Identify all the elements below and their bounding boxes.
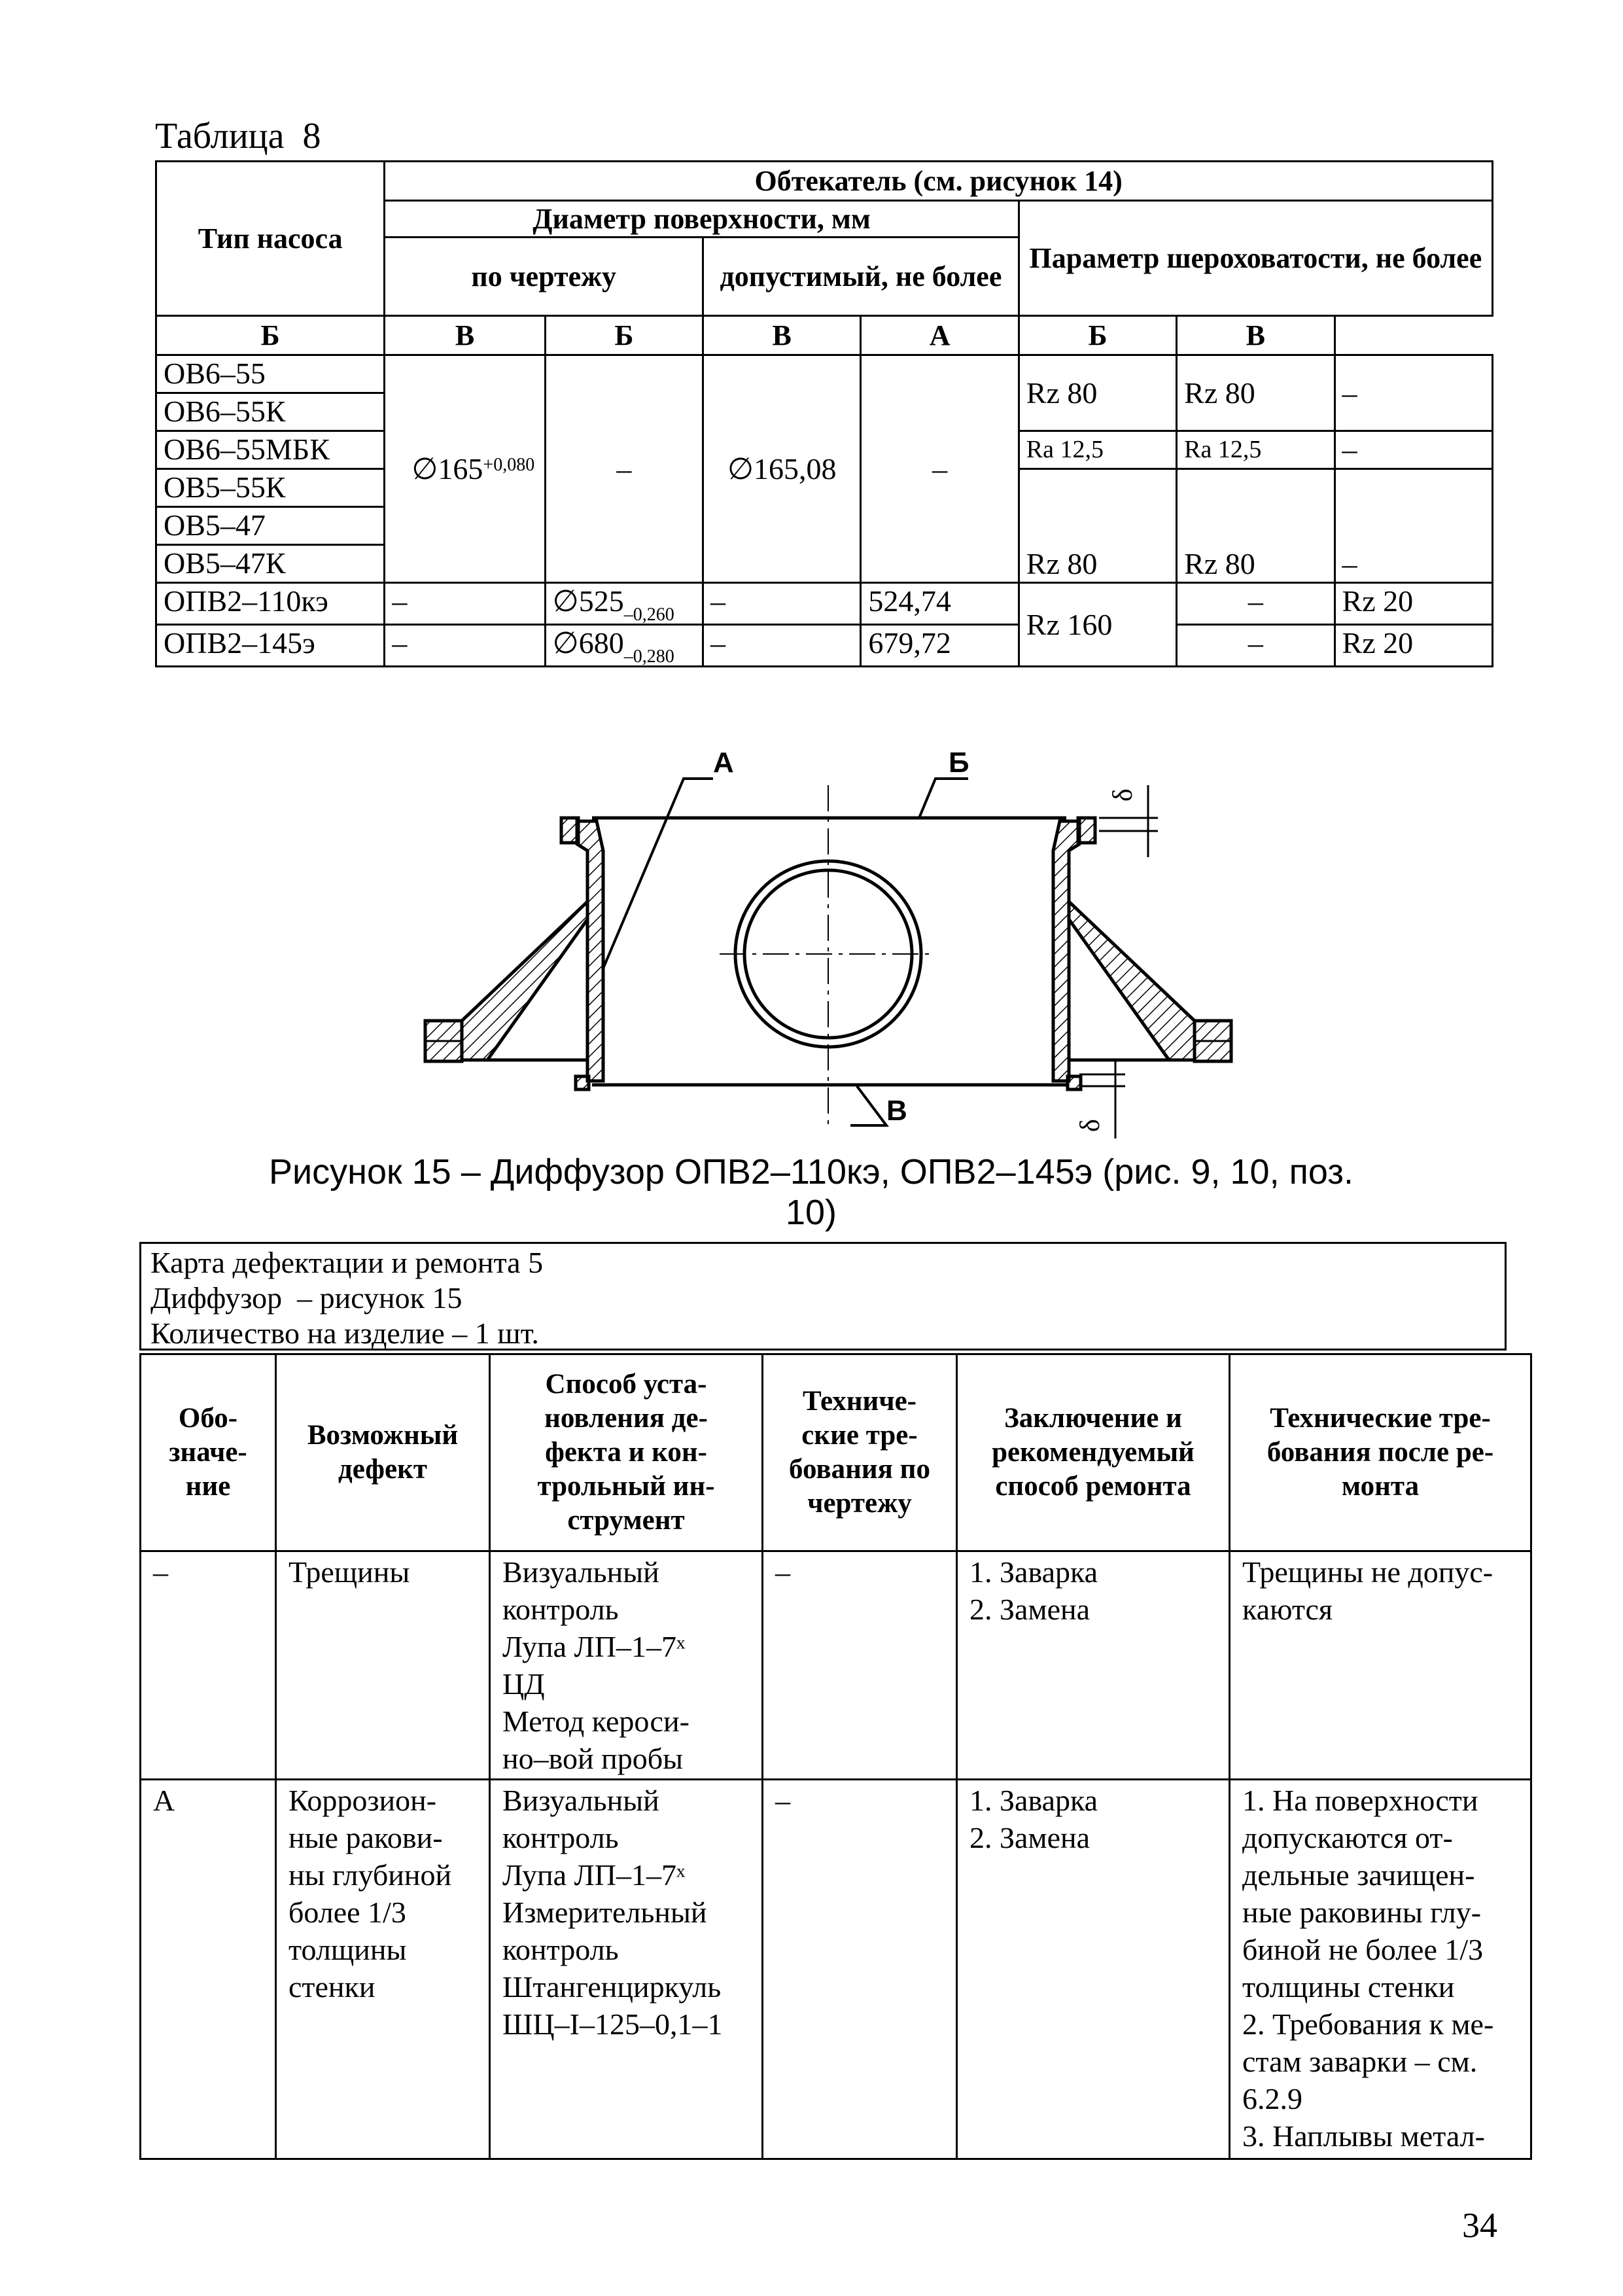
left-wall — [577, 821, 603, 1081]
cell-method: Визуальный контроль Лупа ЛП–1–7ˣ Измерительный контроль Штангенциркуль ШЦ–I–125–0,1–1 — [490, 1780, 763, 2159]
pump-type-cell: ОВ6–55МБК — [156, 431, 385, 469]
cell-mark: А — [141, 1780, 276, 2159]
roughness-v: Rz 20 — [1335, 583, 1492, 625]
cell-requirements: – — [763, 1780, 957, 2159]
diameter-allowed-b: – — [703, 625, 861, 667]
diameter-drawing-v — [545, 625, 703, 667]
diameter-drawing-v — [545, 583, 703, 625]
label-a: А — [713, 747, 734, 779]
roughness-v: Rz 20 — [1335, 625, 1492, 667]
roughness-a: Rz 80 — [1019, 355, 1176, 431]
cell-conclusion: 1. Заварка 2. Замена — [957, 1780, 1230, 2159]
cell-requirements: – — [763, 1551, 957, 1780]
pump-type-cell: ОПВ2–145э — [156, 625, 385, 667]
cell-after-repair: 1. На поверхности допускаются от- дельные зачищен- ные раковины глу- биной не более 1/3 толщины стенки 2. Требования к ме- стам заварки – см. 6.2.9 3. Наплывы метал- — [1230, 1780, 1531, 2159]
diameter-value: ∅525 — [552, 584, 624, 618]
diameter-drawing-b: – — [385, 625, 545, 667]
col-header-mark: Обо- значе- ние — [141, 1354, 276, 1551]
tolerance: –0,280 — [623, 646, 674, 667]
label-b: Б — [949, 747, 969, 779]
pump-type-cell: ОВ5–47К — [156, 545, 385, 583]
table-row — [141, 1780, 1531, 2159]
diameter-drawing-b: – — [385, 583, 545, 625]
cell-defect: Трещины — [276, 1551, 490, 1780]
header-fairing: Обтекатель (см. рисунок 14) — [385, 162, 1493, 201]
label-v: В — [886, 1095, 907, 1127]
card-title: Карта дефектации и ремонта 5 — [150, 1246, 544, 1279]
card-quantity: Количество на изделие – 1 шт. — [150, 1316, 539, 1350]
table-caption: Таблица 8 — [155, 116, 321, 156]
diameter-drawing-v: – — [545, 355, 703, 583]
header-allowed: допустимый, не более — [703, 238, 1019, 316]
diameter-allowed-b: ∅165,08 — [703, 355, 861, 583]
col-header-conclusion: Заключение и рекомендуемый способ ремонта — [957, 1354, 1230, 1551]
tolerance: –0,260 — [623, 605, 674, 625]
col-header-after-repair: Технические тре- бования после ре- монта — [1230, 1354, 1531, 1551]
roughness-v: – — [1335, 355, 1492, 431]
figure-caption: Рисунок 15 – Диффузор ОПВ2–110кэ, ОПВ2–145э (рис. 9, 10, поз. 10) — [268, 1152, 1354, 1232]
sub-header: В — [703, 316, 861, 355]
sub-header: Б — [1019, 316, 1176, 355]
pump-type-cell: ОВ6–55К — [156, 393, 385, 431]
roughness-a: Rz 160 — [1019, 583, 1176, 667]
table-8 — [155, 160, 1493, 667]
roughness-v: – — [1335, 469, 1492, 583]
roughness-b: – — [1177, 625, 1335, 667]
roughness-v: – — [1335, 431, 1492, 469]
defect-table — [139, 1353, 1532, 2160]
header-diameter: Диаметр поверхности, мм — [385, 201, 1019, 238]
pump-type-cell: ОВ6–55 — [156, 355, 385, 393]
page-number: 34 — [1462, 2206, 1497, 2245]
sub-header: В — [1177, 316, 1335, 355]
cell-defect: Коррозион- ные ракови- ны глубиной более 1/3 толщины стенки — [276, 1780, 490, 2159]
header-by-drawing: по чертежу — [385, 238, 703, 316]
roughness-b: – — [1177, 583, 1335, 625]
sub-header: Б — [545, 316, 703, 355]
tolerance: +0,080 — [483, 454, 535, 475]
delta-top: δ — [1108, 788, 1138, 802]
pump-type-cell: ОПВ2–110кэ — [156, 583, 385, 625]
col-header-requirements: Техниче- ские тре- бования по чертежу — [763, 1354, 957, 1551]
repair-card-header — [139, 1242, 1507, 1351]
diameter-value: ∅165 — [411, 451, 483, 486]
diameter-allowed-b: – — [703, 583, 861, 625]
roughness-b: Rz 80 — [1177, 469, 1335, 583]
diameter-allowed-v: 679,72 — [861, 625, 1019, 667]
diameter-drawing-b — [385, 355, 545, 583]
diameter-allowed-v: 524,74 — [861, 583, 1019, 625]
diameter-allowed-v: – — [861, 355, 1019, 583]
pump-type-cell: ОВ5–47 — [156, 507, 385, 545]
cell-after-repair: Трещины не допус- каются — [1230, 1551, 1531, 1780]
sub-header: Б — [156, 316, 385, 355]
roughness-a: Rz 80 — [1019, 469, 1176, 583]
roughness-a: Ra 12,5 — [1019, 431, 1176, 469]
right-wall — [1053, 821, 1079, 1081]
cell-mark: – — [141, 1551, 276, 1780]
cell-method: Визуальный контроль Лупа ЛП–1–7ˣ ЦД Метод кероси- но–вой пробы — [490, 1551, 763, 1780]
delta-bottom: δ — [1075, 1119, 1106, 1132]
diffuser-drawing — [393, 733, 1243, 1152]
roughness-b: Ra 12,5 — [1177, 431, 1335, 469]
sub-header: А — [861, 316, 1019, 355]
card-part: Диффузор – рисунок 15 — [150, 1281, 462, 1315]
cell-conclusion: 1. Заварка 2. Замена — [957, 1551, 1230, 1780]
header-pump-type: Тип насоса — [156, 162, 385, 316]
diameter-value: ∅680 — [552, 626, 624, 660]
col-header-defect: Возможный дефект — [276, 1354, 490, 1551]
header-roughness: Параметр шероховатости, не более — [1019, 201, 1492, 316]
sub-header: В — [385, 316, 545, 355]
table-row — [141, 1551, 1531, 1780]
pump-type-cell: ОВ5–55К — [156, 469, 385, 507]
roughness-b: Rz 80 — [1177, 355, 1335, 431]
col-header-method: Способ уста- новления де- фекта и кон- трольный ин- струмент — [490, 1354, 763, 1551]
